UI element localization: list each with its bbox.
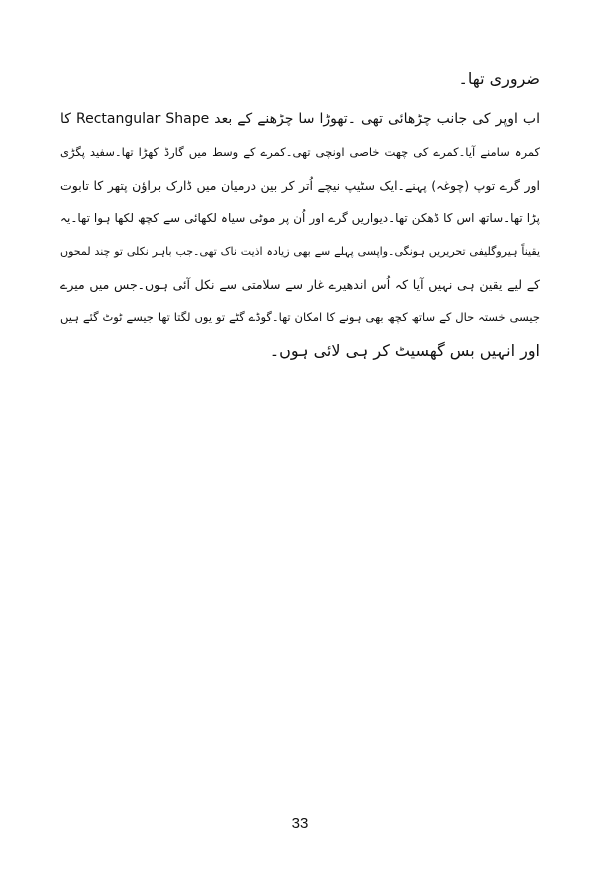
text-line: کے لیے یقین ہی نہیں آیا کہ اُس اندھیرے غار سے سلامتی سے نکل آئی ہوں۔جس میں میرے <box>60 277 540 292</box>
text-line: کمرہ سامنے آیا۔کمرے کی چھت خاصی اونچی تھی۔کمرے کے وسط میں گارڈ کھڑا تھا۔سفید پگڑی <box>60 145 540 159</box>
text-line: ضروری تھا۔ <box>458 69 540 88</box>
body-text <box>60 62 540 367</box>
text-line: پڑا تھا۔ساتھ اس کا ڈھکن تھا۔دیواریں گرے اور اُن پر موٹی سیاہ لکھائی سے کچھ لکھا ہوا تھا۔یہ <box>60 211 540 225</box>
text-line: اور گرے توپ (چوغہ) پہنے۔ایک سٹیپ نیچے اُتر کر بین درمیان میں ڈارک براؤن پتھر کا تابوت <box>60 178 540 193</box>
text-line: اب اوپر کی جانب چڑھائی تھی ۔تھوڑا سا چڑھنے کے بعد Rectangular Shape کا <box>60 111 540 127</box>
text-line: جیسی خستہ حال کے ساتھ کچھ بھی ہونے کا امکان تھا۔گوڈے گٹے تو یوں لگتا تھا جیسے ٹوٹ گئے ہیں <box>60 310 540 324</box>
page-number: 33 <box>291 815 309 832</box>
text-line: اور انہیں بس گھسیٹ کر ہی لائی ہوں۔ <box>269 341 540 360</box>
text-line: یقیناً ہیروگلیفی تحریریں ہونگی۔واپسی پہلے سے بھی زیادہ اذیت ناک تھی۔جب باہر نکلی تو چند لمحوں <box>60 245 540 258</box>
